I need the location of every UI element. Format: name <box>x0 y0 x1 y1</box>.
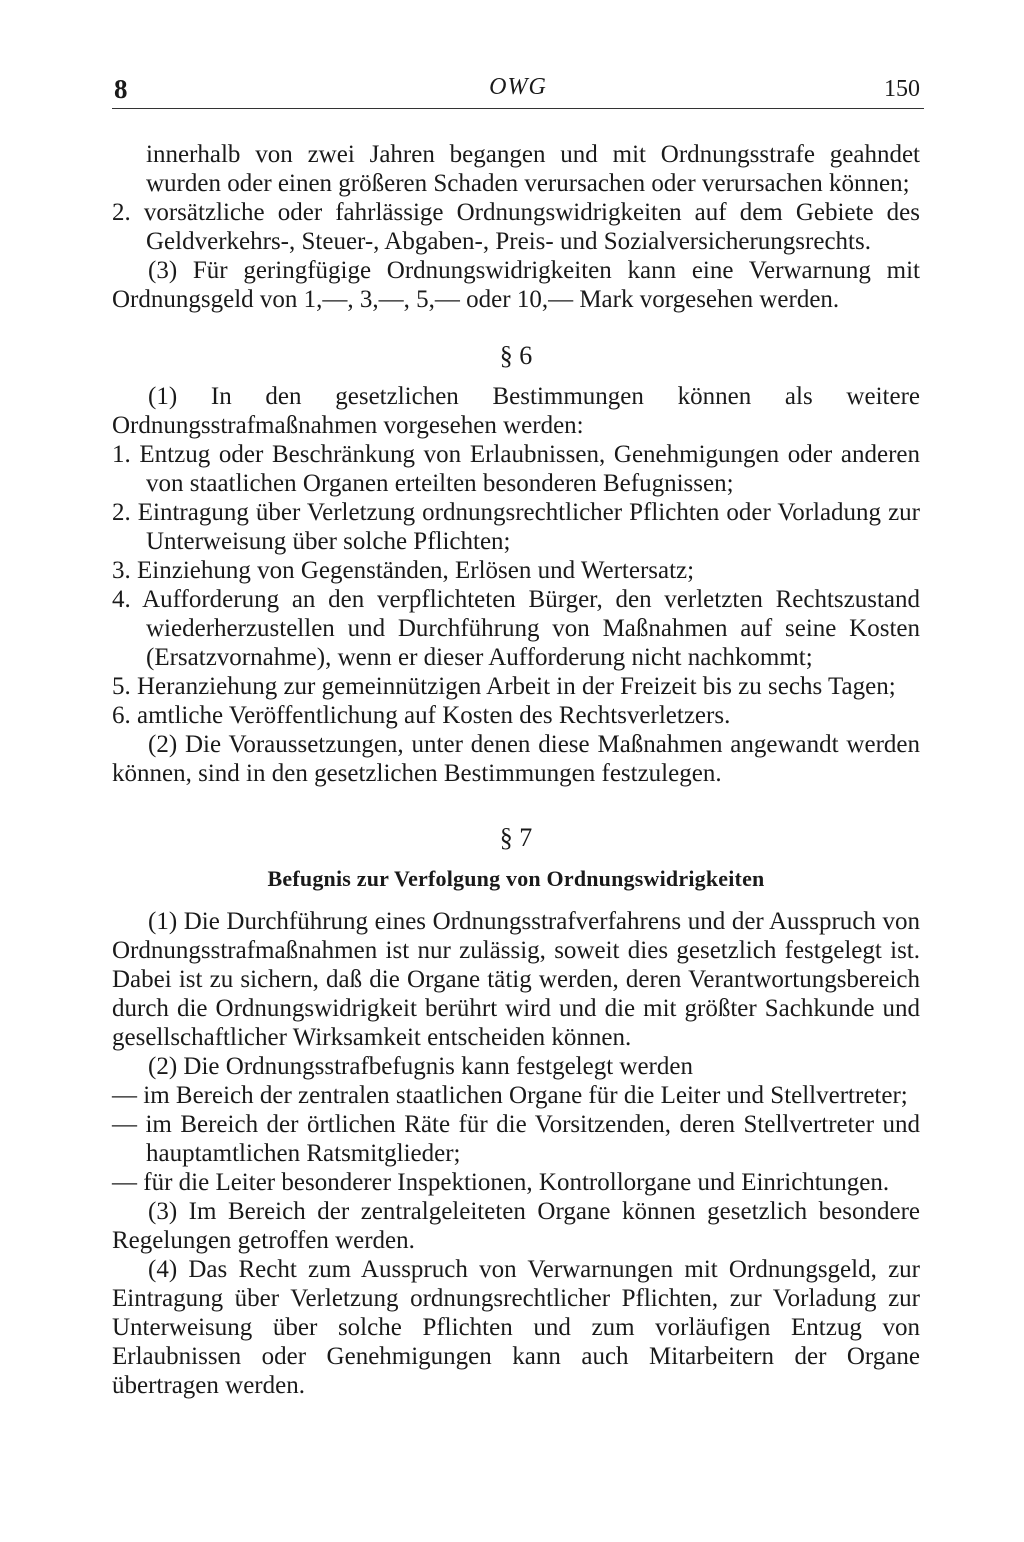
running-title: OWG <box>489 74 547 100</box>
list-item: 2. vorsätzliche oder fahrlässige Ordnungswidrigkeiten auf dem Gebiete des Geldverkehrs-, Steuer-, Abgaben-, Preis- und Sozialversicherungsrechts. <box>112 199 920 255</box>
list-item: 4. Aufforderung an den verpflichteten Bürger, den verletzten Rechtszustand wiederherzustellen und Durchführung von Maßnahmen auf seine Kosten (Ersatzvornahme), wenn er dieser Aufforderung nicht nachkommt; <box>112 586 920 671</box>
list-item: 1. Entzug oder Beschränkung von Erlaubnissen, Genehmigungen oder anderen von staatlichen Organen erteilten besonderen Befugnissen; <box>112 441 920 497</box>
paragraph: (4) Das Recht zum Ausspruch von Verwarnungen mit Ordnungsgeld, zur Eintragung über Verletzung ordnungsrechtlicher Pflichten, zur Vorladung zur Unterweisung über solche Pflichten und zum vorläufigen Entzug von Erlaubnissen oder Genehmigungen kann auch Mitarbeitern der Organe übertragen werden. <box>112 1256 920 1399</box>
paragraph: (3) Im Bereich der zentralgeleiteten Organe können gesetzlich besondere Regelungen getroffen werden. <box>112 1198 920 1254</box>
paragraph: (3) Für geringfügige Ordnungswidrigkeiten kann eine Verwarnung mit Ordnungsgeld von 1,—, 3,—, 5,— oder 10,— Mark vorgesehen werden. <box>112 257 920 313</box>
section-heading: § 6 <box>499 341 533 370</box>
paragraph: (2) Die Ordnungsstrafbefugnis kann festgelegt werden <box>148 1053 693 1080</box>
section-subheading: Befugnis zur Verfolgung von Ordnungswidrigkeiten <box>267 866 765 891</box>
paragraph: (1) Die Durchführung eines Ordnungsstrafverfahrens und der Ausspruch von Ordnungsstrafmaßnahmen ist nur zulässig, soweit dies gesetzlich festgelegt ist. Dabei ist zu sichern, daß die Organe tätig werden, deren Verantwortungsbereich durch die Ordnungswidrigkeit berührt wird und die mit größter Sachkunde und gesellschaftlicher Wirksamkeit entscheiden können. <box>112 908 920 1051</box>
chapter-number: 8 <box>114 74 128 104</box>
paragraph: (2) Die Voraussetzungen, unter denen diese Maßnahmen angewandt werden können, sind in den gesetzlichen Bestimmungen festzulegen. <box>112 731 920 787</box>
continuation-paragraph: innerhalb von zwei Jahren begangen und mit Ordnungsstrafe geahndet wurden oder einen größeren Schaden verursachen oder verursachen können; <box>146 141 920 197</box>
list-item: 3. Einziehung von Gegenständen, Erlösen und Wertersatz; <box>112 557 695 584</box>
list-item: 6. amtliche Veröffentlichung auf Kosten des Rechtsverletzers. <box>112 702 731 729</box>
dash-item: — für die Leiter besonderer Inspektionen, Kontrollorgane und Einrichtungen. <box>112 1169 890 1196</box>
list-item: 5. Heranziehung zur gemeinnützigen Arbeit in der Freizeit bis zu sechs Tagen; <box>112 673 896 700</box>
page-number: 150 <box>884 76 920 102</box>
dash-item: — im Bereich der örtlichen Räte für die Vorsitzenden, deren Stellvertreter und hauptamtlichen Ratsmitglieder; <box>112 1111 920 1167</box>
section-heading: § 7 <box>499 823 533 852</box>
dash-item: — im Bereich der zentralen staatlichen Organe für die Leiter und Stellvertreter; <box>112 1082 908 1109</box>
page-header <box>112 70 924 106</box>
page-body <box>112 140 920 1400</box>
paragraph: (1) In den gesetzlichen Bestimmungen können als weitere Ordnungsstrafmaßnahmen vorgesehen werden: <box>112 383 920 439</box>
list-item: 2. Eintragung über Verletzung ordnungsrechtlicher Pflichten oder Vorladung zur Unterweisung über solche Pflichten; <box>112 499 920 555</box>
header-rule <box>112 108 924 109</box>
